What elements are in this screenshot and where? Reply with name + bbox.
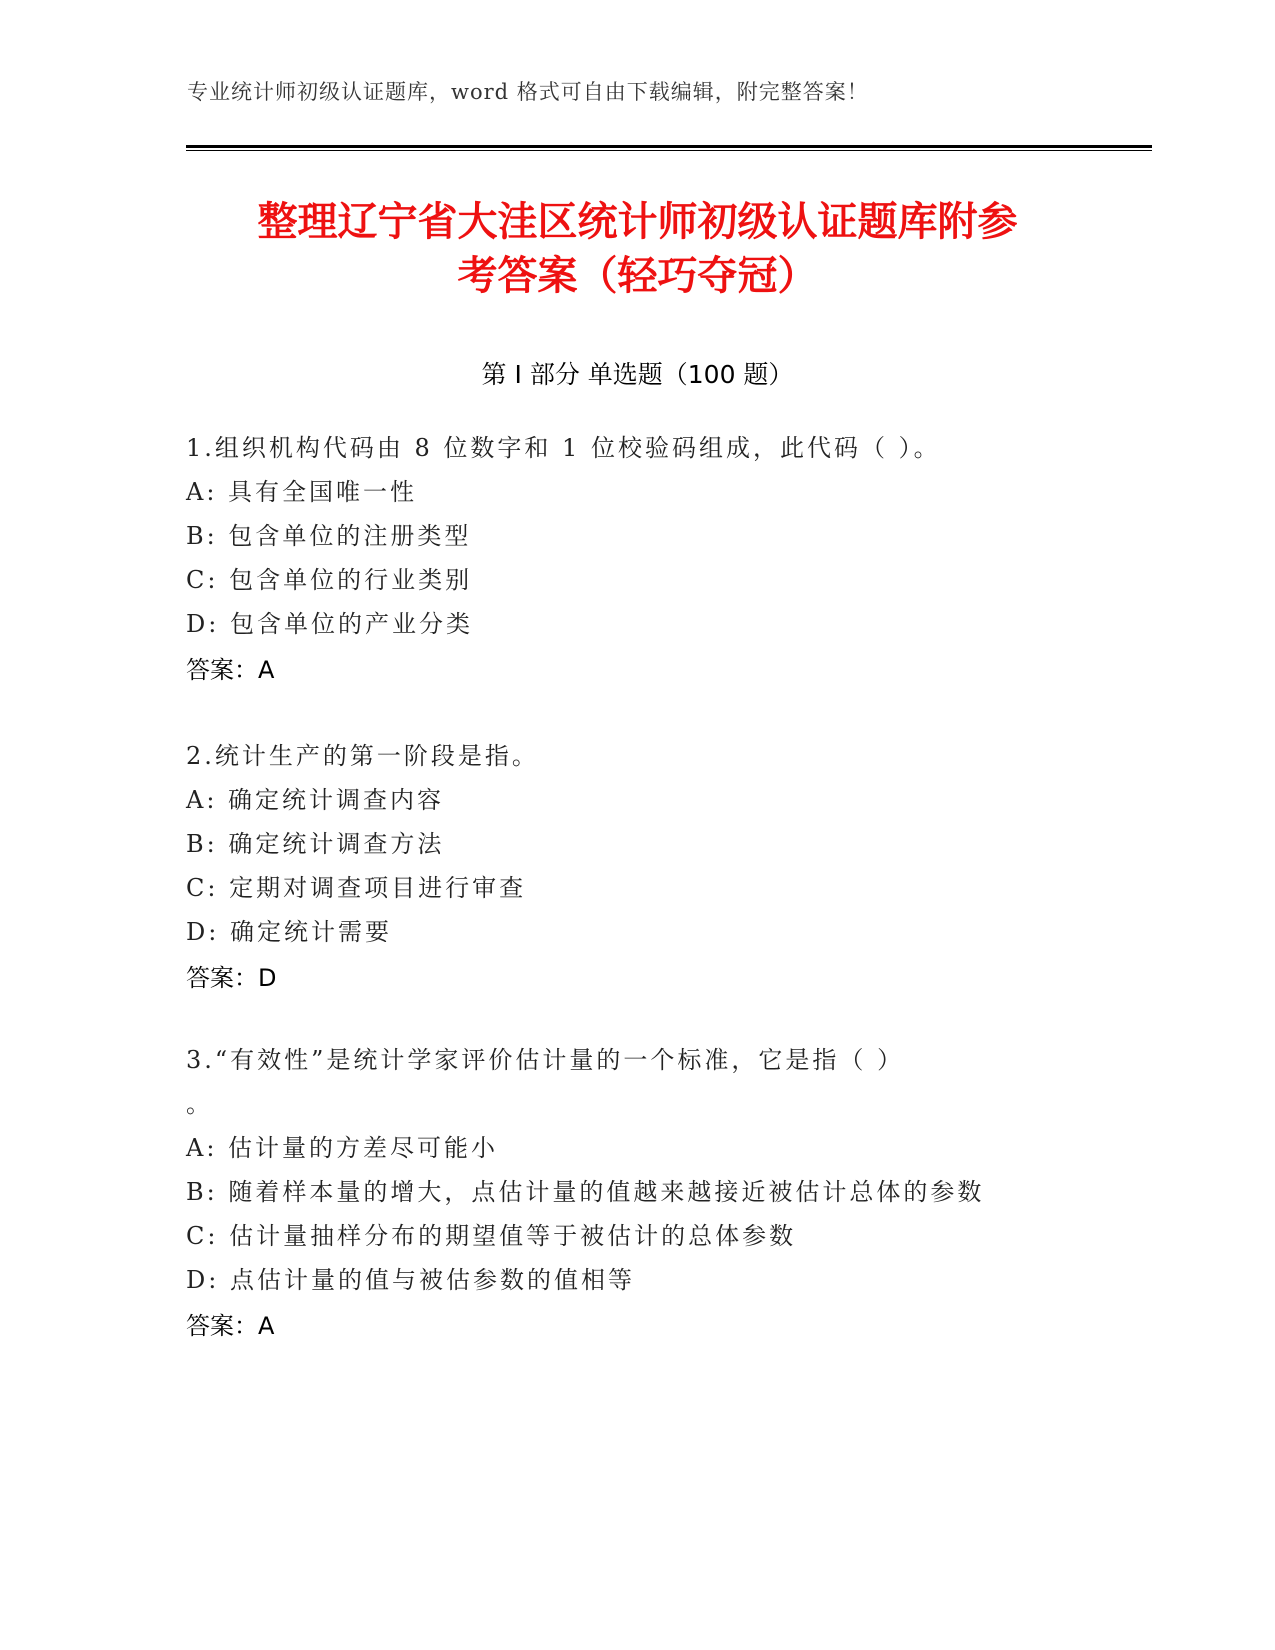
question-option-d: D: 包含单位的产业分类: [186, 610, 473, 638]
question-stem-continuation: 。: [186, 1090, 213, 1118]
question-option-b: B: 随着样本量的增大，点估计量的值越来越接近被估计总体的参数: [186, 1178, 985, 1206]
question-answer: 答案：A: [186, 656, 275, 684]
document-title-line-1: 整理辽宁省大洼区统计师初级认证题库附参: [257, 199, 1018, 245]
question-answer: 答案：D: [186, 964, 277, 992]
question-answer: 答案：A: [186, 1312, 275, 1340]
section-title: 第 I 部分 单选题（100 题）: [481, 360, 794, 389]
question-option-a: A: 确定统计调查内容: [186, 786, 445, 814]
header-divider-thin: [186, 150, 1152, 151]
question-option-c: C: 包含单位的行业类别: [186, 566, 473, 594]
question-option-d: D: 点估计量的值与被估参数的值相等: [186, 1266, 635, 1294]
header-divider: [186, 145, 1152, 148]
question-option-b: B: 确定统计调查方法: [186, 830, 445, 858]
document-title-line-2: 考答案（轻巧夺冠）: [457, 253, 818, 299]
question-option-b: B: 包含单位的注册类型: [186, 522, 472, 550]
document-title: [160, 195, 1115, 303]
question-option-c: C: 定期对调查项目进行审查: [186, 874, 527, 902]
page-header: 专业统计师初级认证题库，word 格式可自由下载编辑，附完整答案！: [187, 80, 869, 104]
question-option-d: D: 确定统计需要: [186, 918, 392, 946]
question-option-a: A: 估计量的方差尽可能小: [186, 1134, 499, 1162]
question-stem: 1.组织机构代码由 8 位数字和 1 位校验码组成，此代码（ ）。: [186, 434, 941, 462]
question-stem: 2.统计生产的第一阶段是指。: [186, 742, 539, 770]
question-stem: 3.“有效性”是统计学家评价估计量的一个标准，它是指（ ）: [186, 1046, 905, 1074]
question-option-a: A: 具有全国唯一性: [186, 478, 418, 506]
question-option-c: C: 估计量抽样分布的期望值等于被估计的总体参数: [186, 1222, 797, 1250]
